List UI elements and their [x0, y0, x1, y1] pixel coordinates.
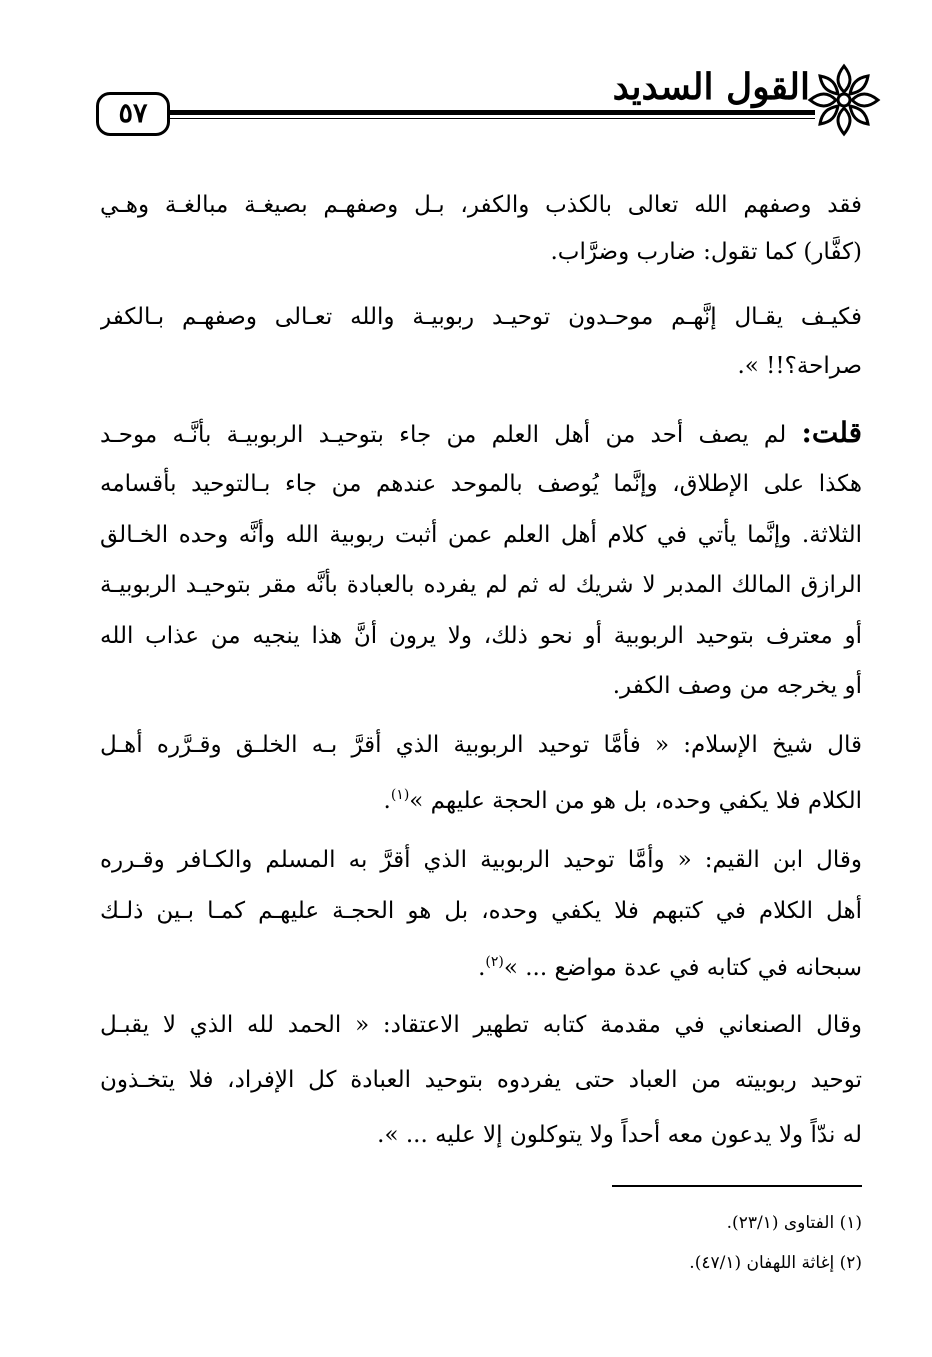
text-line: فقد وصفهم الله تعالى بالكذب والكفر، بـل وصفهـم بصيغـة مبالغـة وهـي [100, 192, 862, 218]
footnote-ref: (١) [390, 787, 410, 803]
footnote-separator [612, 1185, 862, 1187]
header-rule [170, 110, 815, 115]
footnote: (١) الفتاوى (٢٣/١). [726, 1213, 862, 1233]
running-header-title: القول السديد [612, 66, 810, 108]
text-line [100, 937, 862, 987]
footnote-ref: (٢) [485, 954, 504, 970]
footnote: (٢) إغاثة اللهفان (٤٧/١). [689, 1253, 862, 1273]
text-line: الرازق المالك المدبر لا شريك له ثم لم يفرده بالعبادة بأنَّه مقر بتوحيـد الربوبيـة [100, 572, 862, 598]
text-span: . [383, 788, 391, 814]
text-span: لم يصف أحد من أهل العلم من جاء بتوحيـد الربوبيـة بأنَّـه موحـد [100, 422, 787, 448]
text-line: توحيد ربوبيته من العباد حتى يفردوه بتوحيد العبادة كل الإفراد، فلا يتخـذون [100, 1067, 862, 1093]
text-line: صراحة؟!! ». [737, 353, 862, 379]
header-rule-thin [170, 118, 815, 119]
text-line: أو يخرجه من وصف الكفر. [612, 673, 862, 699]
text-line: أهل الكلام في كتبهم فلا يكفي وحده، بل هو الحجـة عليهـم كمـا بـين ذلـك [100, 898, 862, 924]
text-span: سبحانه في كتابه في عدة مواضع ... » [503, 955, 862, 981]
flower-ornament-icon [806, 62, 882, 138]
text-line: (كفَّار) كما تقول: ضارب وضرَّاب. [550, 239, 862, 265]
qultu-label: قلت: [801, 416, 862, 449]
text-line: أو معترف بتوحيد الربوبية أو نحو ذلك، ولا يرون أنَّ هذا ينجيه من عذاب الله [100, 623, 862, 649]
text-line: قال شيخ الإسلام: « فأمَّا توحيد الربوبية الذي أقرَّ بـه الخلـق وقـرَّره أهـل [100, 732, 862, 758]
text-line: له ندّاً ولا يدعون معه أحداً ولا يتوكلون إلا عليه ... ». [377, 1122, 862, 1148]
text-line: الثلاثة. وإنَّما يأتي في كلام أهل العلم عمن أثبت ربوبية الله وأنَّه وحده الخـالق [100, 522, 862, 548]
text-span: . [478, 955, 486, 981]
page-number: ٥٧ [96, 92, 170, 136]
text-line: وقال الصنعاني في مقدمة كتابه تطهير الاعتقاد: « الحمد لله الذي لا يقبـل [100, 1012, 862, 1038]
text-line: وقال ابن القيم: « وأمَّا توحيد الربوبية الذي أقرَّ به المسلم والكـافر وقـرره [100, 847, 862, 873]
text-span: الكلام فلا يكفي وحده، بل هو من الحجة عليهم » [409, 788, 862, 814]
text-line: هكذا على الإطلاق، وإنَّما يُوصف بالموحد عندهم من جاء بـالتوحيد بأقسامه [100, 471, 862, 497]
text-line [100, 408, 862, 458]
text-line [100, 770, 862, 820]
text-line: فكيـف يقـال إنَّهـم موحـدون توحيـد ربوبيـة والله تعـالى وصفهـم بـالكفر [100, 304, 862, 330]
